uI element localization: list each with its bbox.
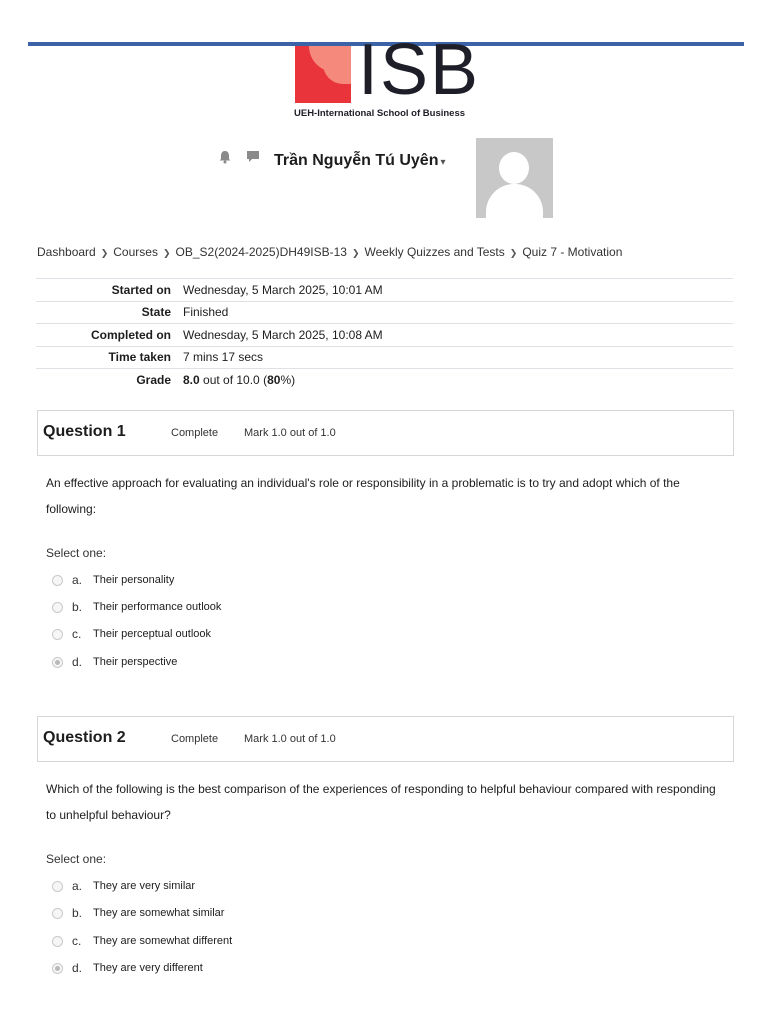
completed-value: Wednesday, 5 March 2025, 10:08 AM	[183, 327, 383, 342]
grade-label: Grade	[136, 373, 171, 387]
bell-icon[interactable]	[218, 150, 232, 164]
user-menu[interactable]	[274, 152, 446, 170]
summary-row-completed	[36, 324, 733, 347]
summary-row-time	[36, 346, 733, 369]
time-label: Time taken	[108, 350, 171, 365]
select-one-label: Select one:	[46, 852, 107, 866]
breadcrumb-dashboard[interactable]: Dashboard	[37, 245, 96, 259]
chevron-right-icon: ❯	[162, 248, 171, 258]
breadcrumb-section[interactable]: Weekly Quizzes and Tests	[364, 245, 505, 259]
grade-value: 8.0 out of 10.0 (80%)	[183, 373, 296, 387]
breadcrumb-courses[interactable]: Courses	[113, 245, 158, 259]
user-name: Trần Nguyễn Tú Uyên	[274, 152, 439, 169]
avatar[interactable]	[476, 138, 553, 218]
question-state: Complete	[171, 427, 219, 439]
radio-button[interactable]	[52, 881, 63, 892]
breadcrumb-course[interactable]: OB_S2(2024-2025)DH49ISB-13	[175, 245, 347, 259]
attempt-summary-table	[36, 278, 733, 391]
started-label: Started on	[111, 282, 171, 297]
logo-tagline: UEH-International School of Business	[294, 108, 466, 119]
isb-logo[interactable]	[294, 30, 484, 122]
radio-button[interactable]	[52, 575, 63, 586]
select-one-label: Select one:	[46, 546, 107, 560]
summary-row-state	[36, 301, 733, 324]
breadcrumb-quiz[interactable]: Quiz 7 - Motivation	[522, 245, 623, 259]
radio-button-selected[interactable]	[52, 963, 63, 974]
state-value: Finished	[183, 305, 229, 320]
logo-mark	[295, 46, 351, 103]
chevron-right-icon: ❯	[509, 248, 518, 258]
radio-button[interactable]	[52, 629, 63, 640]
summary-row-started	[36, 279, 733, 302]
state-label: State	[141, 305, 171, 320]
breadcrumb	[37, 245, 622, 259]
started-value: Wednesday, 5 March 2025, 10:01 AM	[183, 282, 383, 297]
question-number: Question 1	[43, 423, 126, 440]
radio-button-selected[interactable]	[52, 657, 63, 668]
question-state: Complete	[171, 733, 219, 745]
chevron-right-icon: ❯	[100, 248, 109, 258]
summary-row-grade	[36, 369, 733, 392]
radio-button[interactable]	[52, 602, 63, 613]
completed-label: Completed on	[91, 327, 171, 342]
radio-button[interactable]	[52, 908, 63, 919]
question-mark: Mark 1.0 out of 1.0	[244, 427, 336, 439]
logo-letters: ISB	[358, 30, 481, 110]
question-number: Question 2	[43, 729, 126, 746]
quiz-review-page: ISB UEH-International School of Business Trần Nguyễn Tú Uyên ▾ Dashboard ❯ Courses ❯ OB_S2(2024-2025)DH49ISB-13 ❯ Weekly Quizzes and Tests ❯ Quiz 7 - Motivation Started on Wednesday, 5 March 2025, 10:01 AM State Finished Completed on Wednesday, 5 March 2025, 10:08 AM Time taken 7 mins 17 secs Grade 8.0 out of 10.0 (80%) Question 1 Complete Mark 1.0 out of 1.0 An effective approach for evaluating an individual's role or responsibility in a problematic is to try and adopt which of the following: Select one: a. Their personality b. Their performance outlook c. Their perceptual outlook d. Their perspective Question 2 Complete Mark 1.0 out of 1.0 Which of the following is the best comparison of the experiences of responding to helpful behaviour compared with responding to unhelpful behaviour? Select one: a. They are very similar b. They are somewhat similar c. They are somewhat different d. They are very different	[0, 0, 768, 1024]
question-2-header	[37, 716, 734, 762]
radio-button[interactable]	[52, 936, 63, 947]
question-1-header	[37, 410, 734, 456]
chevron-right-icon: ❯	[351, 248, 360, 258]
caret-down-icon: ▾	[440, 157, 446, 168]
chat-icon[interactable]	[246, 150, 260, 164]
question-1-text: An effective approach for evaluating an individual's role or responsibility in a problematic is to try and adopt which of the following:	[46, 476, 680, 516]
time-value: 7 mins 17 secs	[183, 350, 264, 365]
question-2-text: Which of the following is the best comparison of the experiences of responding to helpful behaviour compared with responding to unhelpful behaviour?	[46, 782, 716, 822]
question-mark: Mark 1.0 out of 1.0	[244, 733, 336, 745]
